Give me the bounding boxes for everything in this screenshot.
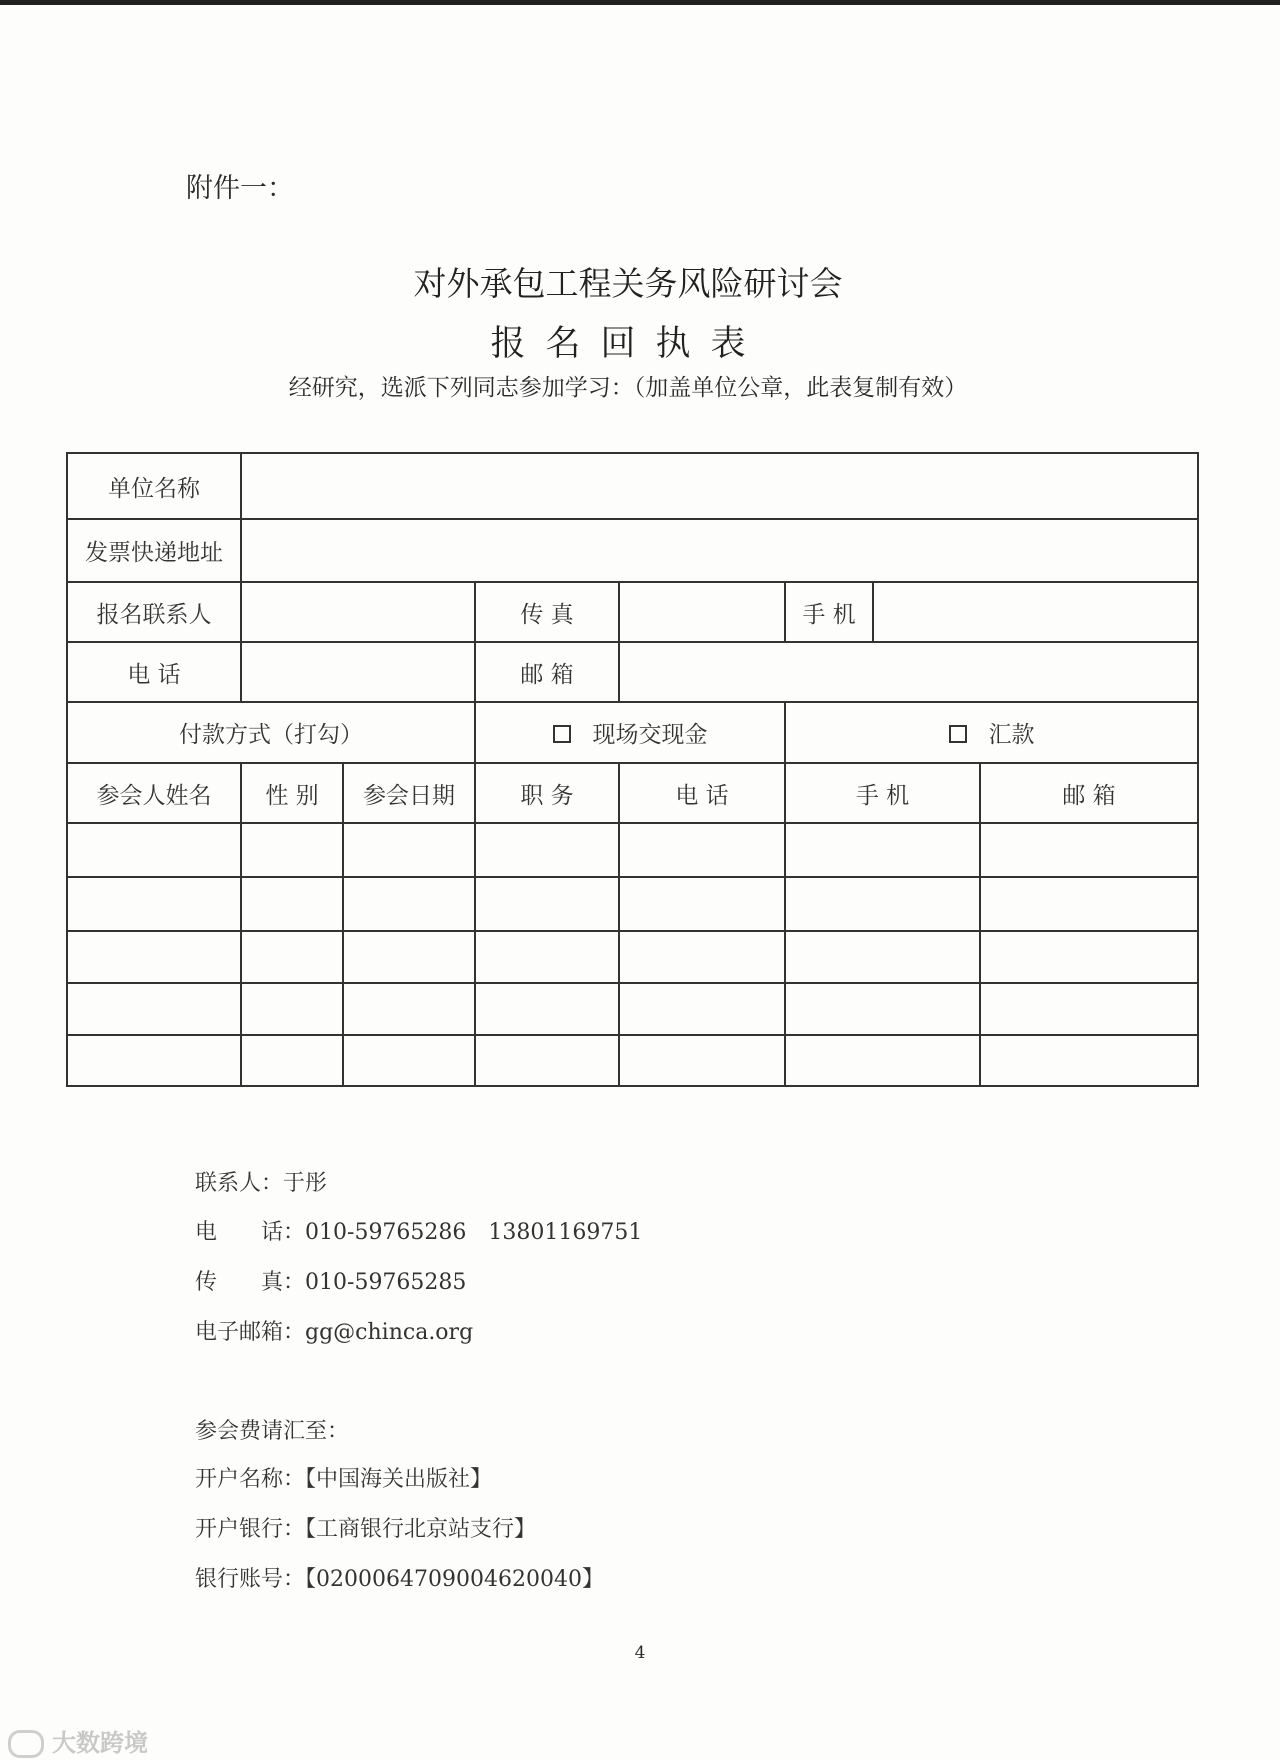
- col-header-name: 参会人姓名: [67, 763, 241, 823]
- row-payment: [67, 702, 1198, 763]
- phone-label: 电 话: [67, 642, 241, 702]
- transfer-option-label: 汇款: [988, 722, 1035, 748]
- instruction-text: 经研究，选派下列同志参加学习：（加盖单位公章，此表复制有效）: [288, 375, 968, 401]
- bank-value: 【工商银行北京站支行】: [305, 1517, 537, 1542]
- attendee-name-cell[interactable]: [67, 877, 241, 931]
- payment-heading: 参会费请汇至：: [195, 1419, 350, 1444]
- attendee-gender-cell[interactable]: [241, 877, 343, 931]
- contact-phone-line: [195, 1215, 642, 1246]
- registration-form-table: [66, 452, 1199, 1087]
- contact-email-line: [195, 1315, 473, 1346]
- attendee-row: [67, 931, 1198, 983]
- attendee-email-cell[interactable]: [980, 983, 1198, 1035]
- attendee-date-cell[interactable]: [343, 983, 475, 1035]
- attendee-name-cell[interactable]: [67, 1035, 241, 1086]
- col-header-date: 参会日期: [343, 763, 475, 823]
- bank-line: [195, 1512, 536, 1543]
- account-name-value: 【中国海关出版社】: [305, 1467, 493, 1492]
- attendee-name-cell[interactable]: [67, 823, 241, 877]
- attendee-mobile-cell[interactable]: [785, 1035, 980, 1086]
- page-number: 4: [634, 1643, 646, 1663]
- attendee-gender-cell[interactable]: [241, 823, 343, 877]
- payment-method-label: 付款方式（打勾）: [67, 702, 475, 763]
- attendee-row: [67, 983, 1198, 1035]
- col-header-email: 邮 箱: [980, 763, 1198, 823]
- watermark-logo-icon: [8, 1730, 44, 1758]
- payment-option-transfer[interactable]: [785, 702, 1198, 763]
- attendee-date-cell[interactable]: [343, 877, 475, 931]
- attendee-mobile-cell[interactable]: [785, 823, 980, 877]
- contact-phone-value: 010-59765286 13801169751: [305, 1220, 643, 1245]
- attendee-row: [67, 1035, 1198, 1086]
- cash-option-label: 现场交现金: [592, 722, 708, 748]
- attendee-gender-cell[interactable]: [241, 983, 343, 1035]
- watermark-logo: [8, 1723, 148, 1758]
- payment-option-cash[interactable]: [475, 702, 785, 763]
- attendee-date-cell[interactable]: [343, 823, 475, 877]
- contact-person-caption: 联系人：: [195, 1171, 284, 1196]
- top-border-line: [0, 0, 1280, 5]
- row-phone-email: [67, 642, 1198, 702]
- contact-person-field[interactable]: [241, 582, 475, 642]
- row-contact: [67, 582, 1198, 642]
- attendee-header-row: [67, 763, 1198, 823]
- mobile-field[interactable]: [873, 582, 1198, 642]
- attendee-position-cell[interactable]: [475, 877, 619, 931]
- attendee-mobile-cell[interactable]: [785, 877, 980, 931]
- cash-checkbox[interactable]: [553, 725, 571, 743]
- unit-name-label: 单位名称: [67, 453, 241, 519]
- attendee-mobile-cell[interactable]: [785, 983, 980, 1035]
- attendee-phone-cell[interactable]: [619, 877, 785, 931]
- attendee-phone-cell[interactable]: [619, 983, 785, 1035]
- email-label: 邮 箱: [475, 642, 619, 702]
- row-unit-name: [67, 453, 1198, 519]
- contact-email-caption: 电子邮箱：: [195, 1320, 306, 1345]
- attendee-email-cell[interactable]: [980, 1035, 1198, 1086]
- contact-person-label: 报名联系人: [67, 582, 241, 642]
- attendee-position-cell[interactable]: [475, 823, 619, 877]
- col-header-mobile: 手 机: [785, 763, 980, 823]
- mobile-label: 手 机: [785, 582, 873, 642]
- attendee-name-cell[interactable]: [67, 983, 241, 1035]
- invoice-address-label: 发票快递地址: [67, 519, 241, 582]
- attendee-email-cell[interactable]: [980, 931, 1198, 983]
- contact-phone-caption: 电 话：: [195, 1220, 306, 1245]
- contact-person-value: 于彤: [283, 1171, 328, 1196]
- contact-email-value: gg@chinca.org: [305, 1320, 474, 1345]
- row-invoice-address: [67, 519, 1198, 582]
- attendee-email-cell[interactable]: [980, 877, 1198, 931]
- fax-label: 传 真: [475, 582, 619, 642]
- attendee-mobile-cell[interactable]: [785, 931, 980, 983]
- attendee-position-cell[interactable]: [475, 1035, 619, 1086]
- contact-fax-value: 010-59765285: [305, 1270, 467, 1295]
- col-header-gender: 性 别: [241, 763, 343, 823]
- attendee-row: [67, 823, 1198, 877]
- col-header-position: 职 务: [475, 763, 619, 823]
- contact-person-line: [195, 1166, 327, 1197]
- account-number-caption: 银行账号：: [195, 1567, 306, 1592]
- attachment-label: 附件一：: [186, 173, 294, 204]
- account-number-value: 【0200064709004620040】: [305, 1567, 604, 1592]
- document-subtitle: 报名回执表: [490, 324, 766, 364]
- attendee-position-cell[interactable]: [475, 983, 619, 1035]
- watermark-text: 大数跨境: [52, 1729, 148, 1757]
- attendee-gender-cell[interactable]: [241, 931, 343, 983]
- attendee-date-cell[interactable]: [343, 931, 475, 983]
- col-header-phone: 电 话: [619, 763, 785, 823]
- attendee-date-cell[interactable]: [343, 1035, 475, 1086]
- attendee-position-cell[interactable]: [475, 931, 619, 983]
- account-name-line: [195, 1462, 492, 1493]
- fax-field[interactable]: [619, 582, 785, 642]
- attendee-email-cell[interactable]: [980, 823, 1198, 877]
- bank-caption: 开户银行：: [195, 1517, 306, 1542]
- attendee-phone-cell[interactable]: [619, 823, 785, 877]
- attendee-gender-cell[interactable]: [241, 1035, 343, 1086]
- contact-fax-caption: 传 真：: [195, 1270, 306, 1295]
- contact-fax-line: [195, 1265, 466, 1296]
- attendee-phone-cell[interactable]: [619, 1035, 785, 1086]
- phone-field[interactable]: [241, 642, 475, 702]
- attendee-row: [67, 877, 1198, 931]
- transfer-checkbox[interactable]: [949, 725, 967, 743]
- account-name-caption: 开户名称：: [195, 1467, 306, 1492]
- invoice-address-field[interactable]: [241, 519, 1198, 582]
- account-number-line: [195, 1562, 604, 1593]
- attendee-name-cell[interactable]: [67, 931, 241, 983]
- unit-name-field[interactable]: [241, 453, 1198, 519]
- email-field[interactable]: [619, 642, 1198, 702]
- attendee-phone-cell[interactable]: [619, 931, 785, 983]
- document-title: 对外承包工程关务风险研讨会: [413, 264, 843, 303]
